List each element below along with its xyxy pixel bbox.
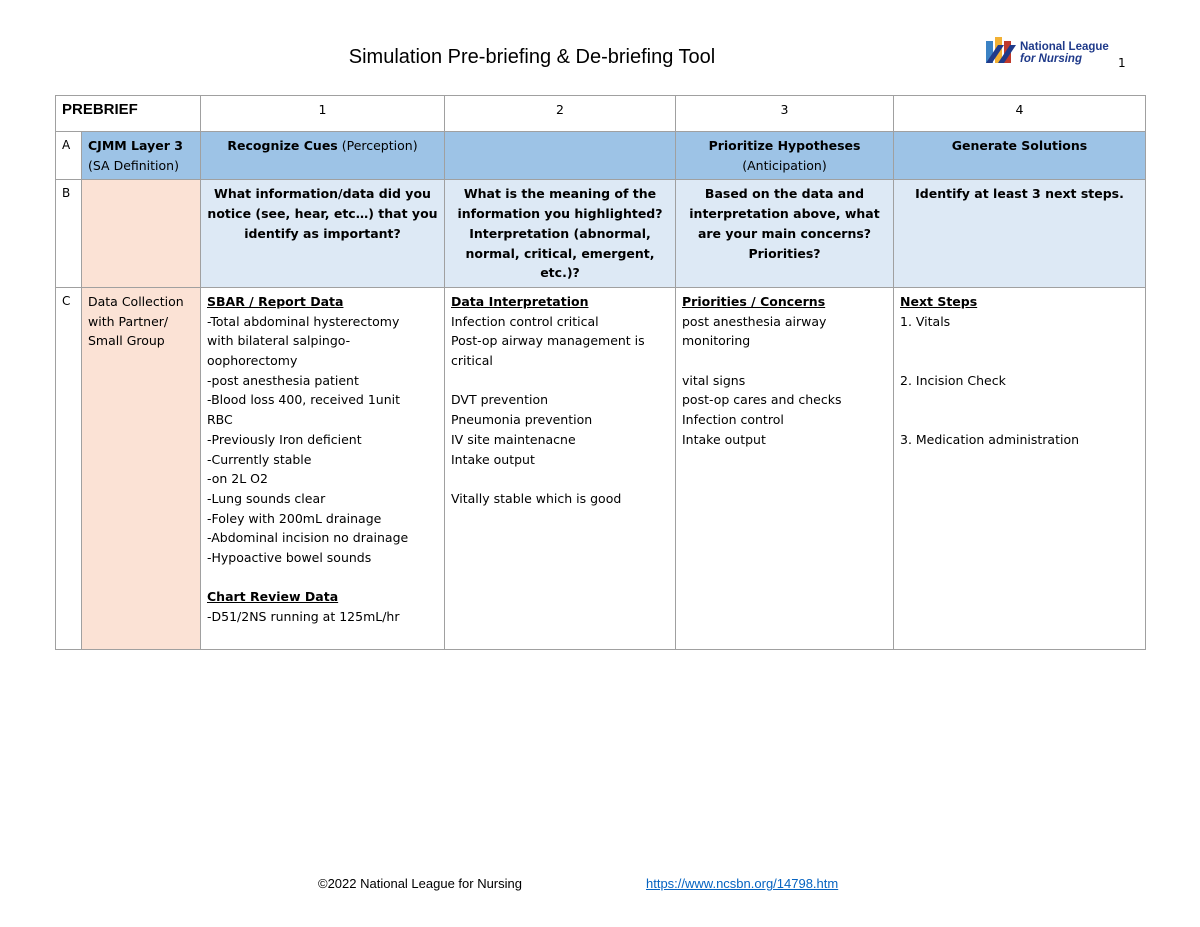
spacer (207, 568, 438, 588)
sbar-line: -post anesthesia patient (207, 372, 359, 388)
side-label-line: Data Collection (88, 293, 184, 309)
interpretation-line: Post-op airway management is (451, 333, 645, 349)
column-number-3: 3 (676, 96, 894, 132)
footer-copyright: ©2022 National League for Nursing (318, 876, 522, 891)
interpretation-line: Pneumonia prevention (451, 412, 593, 428)
nln-logo (984, 35, 1124, 69)
sbar-line: -Previously Iron deficient (207, 431, 362, 447)
peach-cell-b (82, 180, 201, 288)
data-interpretation-cell (445, 287, 676, 649)
column-number-1: 1 (201, 96, 445, 132)
sbar-line: with bilateral salpingo- (207, 333, 351, 349)
question-col3: Based on the data and interpretation above, what are your main concerns? Priorities? (676, 180, 894, 288)
question-col1: What information/data did you notice (see, hear, etc…) that you identify as important? (201, 180, 445, 288)
data-collection-cell (82, 287, 201, 649)
chart-review-line: -D51/2NS running at 125mL/hr (207, 609, 400, 625)
priority-line: vital signs (682, 372, 746, 388)
row-label-c: C (56, 287, 82, 649)
interpretation-line: DVT prevention (451, 392, 549, 408)
column-number-4: 4 (894, 96, 1146, 132)
interpretation-line: IV site maintenacne (451, 431, 576, 447)
spacer (451, 371, 669, 391)
sbar-line: -Lung sounds clear (207, 490, 326, 506)
sbar-line: -Currently stable (207, 451, 312, 467)
spacer (451, 469, 669, 489)
priority-line: monitoring (682, 333, 751, 349)
interpretation-line: critical (451, 353, 493, 369)
prebrief-table (55, 95, 1146, 650)
row-label-a: A (56, 132, 82, 180)
cjmm-layer-subtitle: (SA Definition) (88, 157, 179, 173)
spacer (682, 351, 887, 371)
table-header-row (56, 96, 1146, 132)
prioritize-hypotheses-subtitle: (Anticipation) (742, 157, 827, 173)
nln-logo-mark-icon (984, 35, 1018, 67)
generate-solutions-title: Generate Solutions (951, 138, 1088, 153)
page-title: Simulation Pre-briefing & De-briefing Tool (348, 46, 716, 68)
generate-solutions-cell (894, 132, 1146, 180)
recognize-cues-subtitle: (Perception) (337, 138, 418, 153)
interpretation-line: Intake output (451, 451, 535, 467)
column-number-2: 2 (445, 96, 676, 132)
logo-text-line2: for Nursing (1020, 53, 1082, 65)
spacer (900, 390, 1139, 429)
next-step-item: 2. Incision Check (900, 372, 1006, 388)
priority-line: post anesthesia airway (682, 313, 827, 329)
sbar-line: oophorectomy (207, 353, 298, 369)
question-col4: Identify at least 3 next steps. (894, 180, 1146, 288)
sbar-line: -Blood loss 400, received 1unit (207, 392, 400, 408)
interpretation-line: Vitally stable which is good (451, 490, 622, 506)
next-steps-heading: Next Steps (900, 293, 978, 309)
priority-line: post-op cares and checks (682, 392, 842, 408)
sbar-line: -Hypoactive bowel sounds (207, 550, 372, 566)
next-steps-cell (894, 287, 1146, 649)
row-label-b: B (56, 180, 82, 288)
footer-link[interactable]: https://www.ncsbn.org/14798.htm (646, 876, 839, 891)
data-interpretation-heading: Data Interpretation (451, 293, 589, 309)
priority-line: Intake output (682, 431, 766, 447)
priorities-heading: Priorities / Concerns (682, 293, 826, 309)
sbar-line: -Foley with 200mL drainage (207, 510, 382, 526)
logo-text-line1: National League (1020, 41, 1109, 53)
interpretation-line: Infection control critical (451, 313, 599, 329)
prioritize-hypotheses-cell (676, 132, 894, 180)
side-label-line: with Partner/ (88, 313, 169, 329)
sbar-line: -on 2L O2 (207, 471, 268, 487)
prioritize-hypotheses-title: Prioritize Hypotheses (708, 138, 861, 153)
cjmm-layer-title: CJMM Layer 3 (88, 138, 183, 153)
cjmm-layer-cell (82, 132, 201, 180)
prebrief-label: PREBRIEF (56, 96, 201, 132)
sbar-line: -Abdominal incision no drainage (207, 530, 409, 546)
table-row-a (56, 132, 1146, 180)
priorities-cell (676, 287, 894, 649)
empty-blue-cell (445, 132, 676, 180)
table-row-c (56, 287, 1146, 649)
recognize-cues-title: Recognize Cues (227, 138, 338, 153)
spacer (900, 331, 1139, 370)
sbar-report-cell (201, 287, 445, 649)
side-label-line: Small Group (88, 333, 165, 349)
recognize-cues-cell (201, 132, 445, 180)
question-col2: What is the meaning of the information you highlighted? Interpretation (abnormal, normal, critical, emergent, etc.)? (445, 180, 676, 288)
chart-review-heading: Chart Review Data (207, 589, 339, 605)
sbar-line: -Total abdominal hysterectomy (207, 313, 400, 329)
sbar-line: RBC (207, 412, 233, 428)
next-step-item: 1. Vitals (900, 313, 951, 329)
next-step-item: 3. Medication administration (900, 431, 1080, 447)
sbar-heading: SBAR / Report Data (207, 293, 344, 309)
page-number: 1 (1118, 56, 1126, 70)
priority-line: Infection control (682, 412, 784, 428)
table-row-b (56, 180, 1146, 288)
